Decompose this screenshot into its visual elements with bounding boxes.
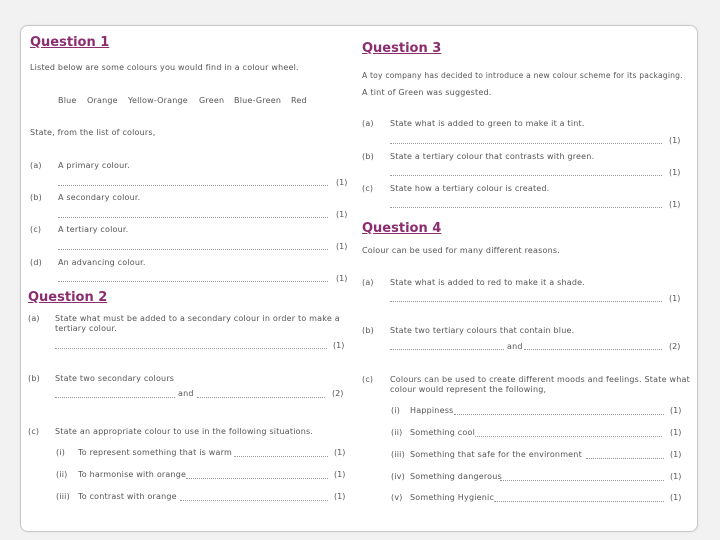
answer-line[interactable] [58, 217, 328, 218]
part-label: (c) [362, 375, 374, 384]
question-2-heading: Question 2 [28, 290, 108, 305]
answer-line[interactable] [390, 143, 662, 144]
sub-text: Something dangerous [410, 472, 502, 481]
mark: (1) [334, 470, 346, 479]
sub-text: Happiness [410, 406, 454, 415]
mark: (1) [336, 210, 348, 219]
mark: (1) [334, 492, 346, 501]
q4-intro: Colour can be used for many different reasons. [362, 246, 560, 255]
answer-line[interactable] [234, 456, 328, 457]
mark: (1) [670, 450, 682, 459]
mark: (1) [669, 136, 681, 145]
q1-intro: Listed below are some colours you would find in a colour wheel. [30, 63, 299, 72]
part-text: State what is added to green to make it a tint. [390, 119, 585, 128]
mark: (1) [336, 274, 348, 283]
part-label: (b) [30, 193, 42, 202]
answer-line[interactable] [186, 478, 328, 479]
sub-text: Something Hygienic [410, 493, 495, 502]
question-4-heading: Question 4 [362, 221, 442, 236]
sub-text: Something that safe for the environment [410, 450, 582, 459]
sub-label: (ii) [391, 428, 403, 437]
answer-line[interactable] [454, 414, 664, 415]
mark: (1) [336, 178, 348, 187]
sub-label: (iv) [391, 472, 405, 481]
answer-line[interactable] [586, 458, 664, 459]
part-label: (c) [30, 225, 42, 234]
answer-line[interactable] [494, 501, 664, 502]
mark: (1) [669, 200, 681, 209]
mark: (1) [670, 406, 682, 415]
answer-line[interactable] [500, 480, 664, 481]
answer-line[interactable] [390, 175, 662, 176]
part-text: State an appropriate colour to use in the following situations. [55, 427, 314, 436]
and-text: and [507, 342, 523, 351]
mark: (1) [334, 448, 346, 457]
answer-line-1[interactable] [390, 349, 504, 350]
sub-label: (iii) [56, 492, 70, 501]
part-label: (d) [30, 258, 42, 267]
answer-line-1[interactable] [55, 397, 175, 398]
sub-text: To harmonise with orange [78, 470, 187, 479]
part-label: (c) [28, 427, 40, 436]
sub-text: Something cool [410, 428, 476, 437]
part-label: (c) [362, 184, 374, 193]
part-text: State two secondary colours [55, 374, 175, 383]
mark: (1) [670, 493, 682, 502]
part-text: A tertiary colour. [58, 225, 129, 234]
part-label: (b) [28, 374, 40, 383]
answer-line[interactable] [390, 207, 662, 208]
colour-option: Blue-Green [234, 96, 282, 105]
mark: (2) [669, 342, 681, 351]
sub-label: (iii) [391, 450, 405, 459]
part-label: (a) [30, 161, 42, 170]
part-label: (a) [28, 314, 40, 323]
colour-option: Yellow-Orange [128, 96, 188, 105]
q1-prompt: State, from the list of colours, [30, 128, 156, 137]
part-label: (a) [362, 278, 374, 287]
part-text: A secondary colour. [58, 193, 141, 202]
colour-option: Red [291, 96, 307, 105]
part-label: (b) [362, 326, 374, 335]
answer-line[interactable] [475, 436, 662, 437]
colour-option: Orange [87, 96, 118, 105]
part-label: (b) [362, 152, 374, 161]
answer-line[interactable] [390, 301, 662, 302]
part-text: State a tertiary colour that contrasts with green. [390, 152, 595, 161]
answer-line-2[interactable] [524, 349, 662, 350]
mark: (1) [670, 428, 682, 437]
answer-line[interactable] [58, 281, 328, 282]
part-text: State two tertiary colours that contain blue. [390, 326, 575, 335]
part-text: An advancing colour. [58, 258, 146, 267]
part-text: State how a tertiary colour is created. [390, 184, 550, 193]
part-label: (a) [362, 119, 374, 128]
colour-option: Green [199, 96, 225, 105]
answer-line[interactable] [55, 348, 327, 349]
question-1-heading: Question 1 [30, 35, 110, 50]
q3-intro: A toy company has decided to introduce a new colour scheme for its packaging. [362, 71, 683, 80]
answer-line[interactable] [180, 500, 328, 501]
mark: (1) [670, 472, 682, 481]
mark: (1) [669, 168, 681, 177]
part-text: A primary colour. [58, 161, 130, 170]
mark: (1) [333, 341, 345, 350]
colour-option: Blue [58, 96, 77, 105]
sub-label: (i) [56, 448, 66, 457]
q3-intro-2: A tint of Green was suggested. [362, 88, 492, 97]
mark: (2) [332, 389, 344, 398]
answer-line[interactable] [58, 185, 328, 186]
part-text: State what must be added to a secondary colour in order to make a tertiary colour. [55, 314, 340, 333]
sub-text: To represent something that is warm [78, 448, 232, 457]
part-text: State what is added to red to make it a shade. [390, 278, 585, 287]
answer-line[interactable] [58, 249, 328, 250]
sub-label: (ii) [56, 470, 68, 479]
answer-line-2[interactable] [197, 397, 325, 398]
and-text: and [178, 389, 194, 398]
question-3-heading: Question 3 [362, 41, 442, 56]
part-text: Colours can be used to create different moods and feelings. State what colour would represent the following, [390, 375, 690, 394]
sub-label: (v) [391, 493, 403, 502]
mark: (1) [336, 242, 348, 251]
sub-label: (i) [391, 406, 401, 415]
sub-text: To contrast with orange [78, 492, 177, 501]
mark: (1) [669, 294, 681, 303]
